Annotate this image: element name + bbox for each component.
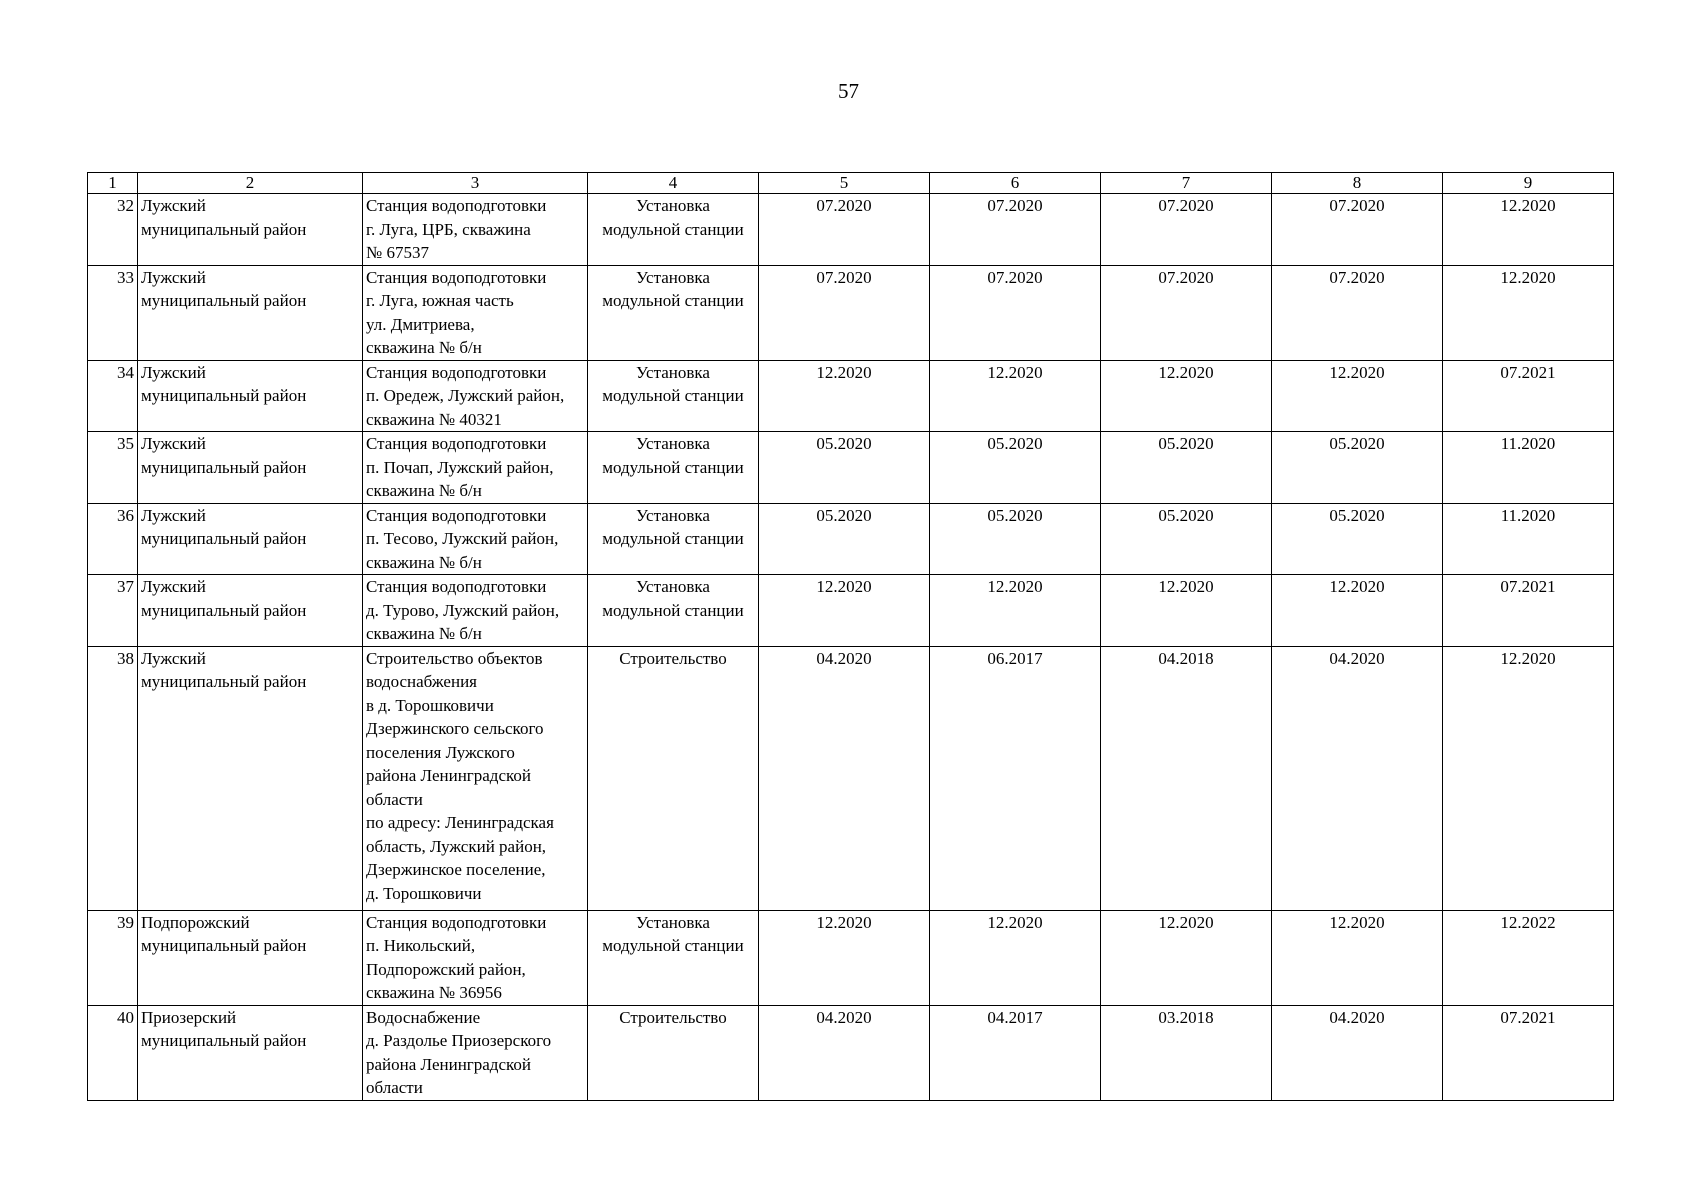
schedule-table	[87, 172, 1614, 1101]
table-row	[88, 503, 1614, 575]
date-cell-8: 04.2020	[1272, 1005, 1443, 1100]
header-cell: 7	[1101, 173, 1272, 194]
page-number: 57	[838, 79, 859, 103]
date-cell-9: 11.2020	[1443, 503, 1614, 575]
object-cell: Станция водоподготовки г. Луга, ЦРБ, скважина № 67537	[363, 194, 588, 266]
object-cell: Станция водоподготовки д. Турово, Лужский район, скважина № б/н	[363, 575, 588, 647]
date-cell-9: 12.2020	[1443, 194, 1614, 266]
date-cell-5: 12.2020	[759, 360, 930, 432]
work-type-cell: Установка модульной станции	[588, 265, 759, 360]
date-cell-6: 04.2017	[930, 1005, 1101, 1100]
date-cell-7: 04.2018	[1101, 646, 1272, 910]
district-cell: Подпорожский муниципальный район	[138, 910, 363, 1005]
date-cell-7: 12.2020	[1101, 360, 1272, 432]
object-cell: Строительство объектов водоснабжения в д. Торошковичи Дзержинского сельского поселения Лужского района Ленинградской области по адресу: Ленинградская область, Лужский район, Дзержинское поселение, д. Торошковичи	[363, 646, 588, 910]
date-cell-9: 07.2021	[1443, 575, 1614, 647]
table-row	[88, 194, 1614, 266]
work-type-cell: Установка модульной станции	[588, 432, 759, 504]
date-cell-7: 12.2020	[1101, 575, 1272, 647]
object-cell: Станция водоподготовки г. Луга, южная часть ул. Дмитриева, скважина № б/н	[363, 265, 588, 360]
table-row	[88, 910, 1614, 1005]
row-number: 37	[88, 575, 138, 647]
row-number: 35	[88, 432, 138, 504]
table-row	[88, 1005, 1614, 1100]
table-body	[88, 173, 1614, 1101]
header-cell: 3	[363, 173, 588, 194]
work-type-cell: Строительство	[588, 1005, 759, 1100]
date-cell-7: 12.2020	[1101, 910, 1272, 1005]
date-cell-5: 05.2020	[759, 432, 930, 504]
date-cell-7: 07.2020	[1101, 194, 1272, 266]
object-cell: Станция водоподготовки п. Никольский, Подпорожский район, скважина № 36956	[363, 910, 588, 1005]
date-cell-5: 12.2020	[759, 575, 930, 647]
header-cell: 2	[138, 173, 363, 194]
date-cell-9: 12.2020	[1443, 646, 1614, 910]
date-cell-6: 06.2017	[930, 646, 1101, 910]
row-number: 32	[88, 194, 138, 266]
date-cell-9: 11.2020	[1443, 432, 1614, 504]
date-cell-8: 12.2020	[1272, 910, 1443, 1005]
table-row	[88, 575, 1614, 647]
district-cell: Лужский муниципальный район	[138, 360, 363, 432]
date-cell-8: 12.2020	[1272, 575, 1443, 647]
date-cell-5: 04.2020	[759, 646, 930, 910]
date-cell-7: 03.2018	[1101, 1005, 1272, 1100]
district-cell: Лужский муниципальный район	[138, 575, 363, 647]
date-cell-6: 05.2020	[930, 503, 1101, 575]
header-cell: 5	[759, 173, 930, 194]
object-cell: Станция водоподготовки п. Оредеж, Лужский район, скважина № 40321	[363, 360, 588, 432]
work-type-cell: Установка модульной станции	[588, 194, 759, 266]
date-cell-5: 07.2020	[759, 265, 930, 360]
district-cell: Приозерский муниципальный район	[138, 1005, 363, 1100]
table-row	[88, 265, 1614, 360]
date-cell-9: 12.2022	[1443, 910, 1614, 1005]
district-cell: Лужский муниципальный район	[138, 265, 363, 360]
work-type-cell: Установка модульной станции	[588, 360, 759, 432]
date-cell-6: 07.2020	[930, 194, 1101, 266]
header-cell: 9	[1443, 173, 1614, 194]
work-type-cell: Установка модульной станции	[588, 575, 759, 647]
date-cell-6: 07.2020	[930, 265, 1101, 360]
work-type-cell: Установка модульной станции	[588, 503, 759, 575]
object-cell: Водоснабжение д. Раздолье Приозерского района Ленинградской области	[363, 1005, 588, 1100]
work-type-cell: Установка модульной станции	[588, 910, 759, 1005]
date-cell-8: 05.2020	[1272, 432, 1443, 504]
row-number: 39	[88, 910, 138, 1005]
table-header-row	[88, 173, 1614, 194]
table-row	[88, 646, 1614, 910]
row-number: 38	[88, 646, 138, 910]
date-cell-8: 07.2020	[1272, 194, 1443, 266]
table-row	[88, 360, 1614, 432]
date-cell-5: 05.2020	[759, 503, 930, 575]
table-row	[88, 432, 1614, 504]
date-cell-9: 07.2021	[1443, 360, 1614, 432]
date-cell-5: 12.2020	[759, 910, 930, 1005]
date-cell-7: 05.2020	[1101, 432, 1272, 504]
date-cell-8: 07.2020	[1272, 265, 1443, 360]
header-cell: 6	[930, 173, 1101, 194]
date-cell-9: 12.2020	[1443, 265, 1614, 360]
date-cell-7: 07.2020	[1101, 265, 1272, 360]
object-cell: Станция водоподготовки п. Почап, Лужский район, скважина № б/н	[363, 432, 588, 504]
object-cell: Станция водоподготовки п. Тесово, Лужский район, скважина № б/н	[363, 503, 588, 575]
header-cell: 1	[88, 173, 138, 194]
row-number: 33	[88, 265, 138, 360]
header-cell: 4	[588, 173, 759, 194]
date-cell-6: 12.2020	[930, 910, 1101, 1005]
row-number: 40	[88, 1005, 138, 1100]
date-cell-6: 05.2020	[930, 432, 1101, 504]
date-cell-6: 12.2020	[930, 575, 1101, 647]
row-number: 34	[88, 360, 138, 432]
district-cell: Лужский муниципальный район	[138, 646, 363, 910]
date-cell-8: 12.2020	[1272, 360, 1443, 432]
district-cell: Лужский муниципальный район	[138, 432, 363, 504]
date-cell-5: 07.2020	[759, 194, 930, 266]
date-cell-9: 07.2021	[1443, 1005, 1614, 1100]
date-cell-8: 04.2020	[1272, 646, 1443, 910]
date-cell-6: 12.2020	[930, 360, 1101, 432]
date-cell-7: 05.2020	[1101, 503, 1272, 575]
date-cell-8: 05.2020	[1272, 503, 1443, 575]
district-cell: Лужский муниципальный район	[138, 503, 363, 575]
row-number: 36	[88, 503, 138, 575]
date-cell-5: 04.2020	[759, 1005, 930, 1100]
district-cell: Лужский муниципальный район	[138, 194, 363, 266]
work-type-cell: Строительство	[588, 646, 759, 910]
header-cell: 8	[1272, 173, 1443, 194]
